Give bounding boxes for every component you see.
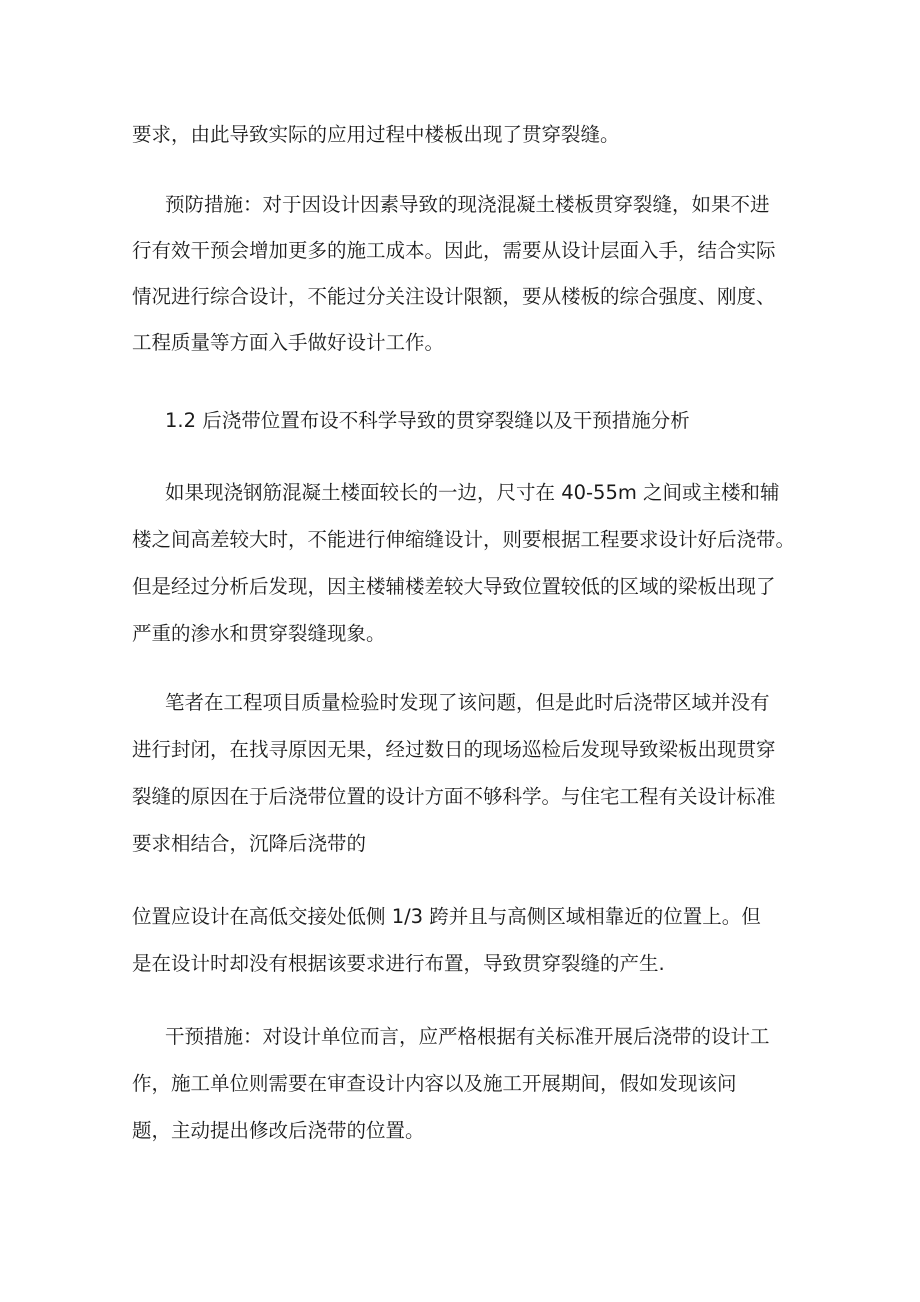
prevention-measures-line: 工程质量等方面入手做好设计工作。 [132,331,445,354]
intervention-measures-line: 题，主动提出修改后浇带的位置。 [132,1119,425,1142]
body-paragraph-line: 进行封闭，在找寻原因无果，经过数日的现场巡检后发现导致梁板出现贯穿 [132,738,776,761]
body-paragraph-line: 但是经过分析后发现，因主楼辅楼差较大导致位置较低的区域的梁板出现了 [132,575,776,598]
paragraph-continuation-line: 要求，由此导致实际的应用过程中楼板出现了贯穿裂缝。 [132,123,620,146]
body-paragraph-line: 笔者在工程项目质量检验时发现了该问题，但是此时后浇带区域并没有 [165,691,770,714]
prevention-measures-line: 行有效干预会增加更多的施工成本。因此，需要从设计层面入手，结合实际 [132,239,776,262]
intervention-measures-line: 作，施工单位则需要在审查设计内容以及施工开展期间，假如发现该问 [132,1072,737,1095]
intervention-measures-line: 干预措施：对设计单位而言，应严格根据有关标准开展后浇带的设计工 [165,1025,770,1048]
body-paragraph-line: 位置应设计在高低交接处低侧 1/3 跨并且与高侧区域相靠近的位置上。但 [132,905,761,928]
body-paragraph-line: 裂缝的原因在于后浇带位置的设计方面不够科学。与住宅工程有关设计标准 [132,785,776,808]
prevention-measures-line: 情况进行综合设计，不能过分关注设计限额，要从楼板的综合强度、刚度、 [132,285,776,308]
body-paragraph-line: 楼之间高差较大时，不能进行伸缩缝设计，则要根据工程要求设计好后浇带。 [132,528,796,551]
body-paragraph-line: 是在设计时却没有根据该要求进行布置，导致贯穿裂缝的产生. [132,952,665,975]
body-paragraph-line: 如果现浇钢筋混凝土楼面较长的一边，尺寸在 40-55m 之间或主楼和辅 [165,481,780,504]
body-paragraph-line: 要求相结合，沉降后浇带的 [132,832,367,855]
prevention-measures-line: 预防措施：对于因设计因素导致的现浇混凝土楼板贯穿裂缝，如果不进 [165,193,770,216]
section-heading: 1.2 后浇带位置布设不科学导致的贯穿裂缝以及干预措施分析 [165,409,690,432]
body-paragraph-line: 严重的渗水和贯穿裂缝现象。 [132,622,386,645]
